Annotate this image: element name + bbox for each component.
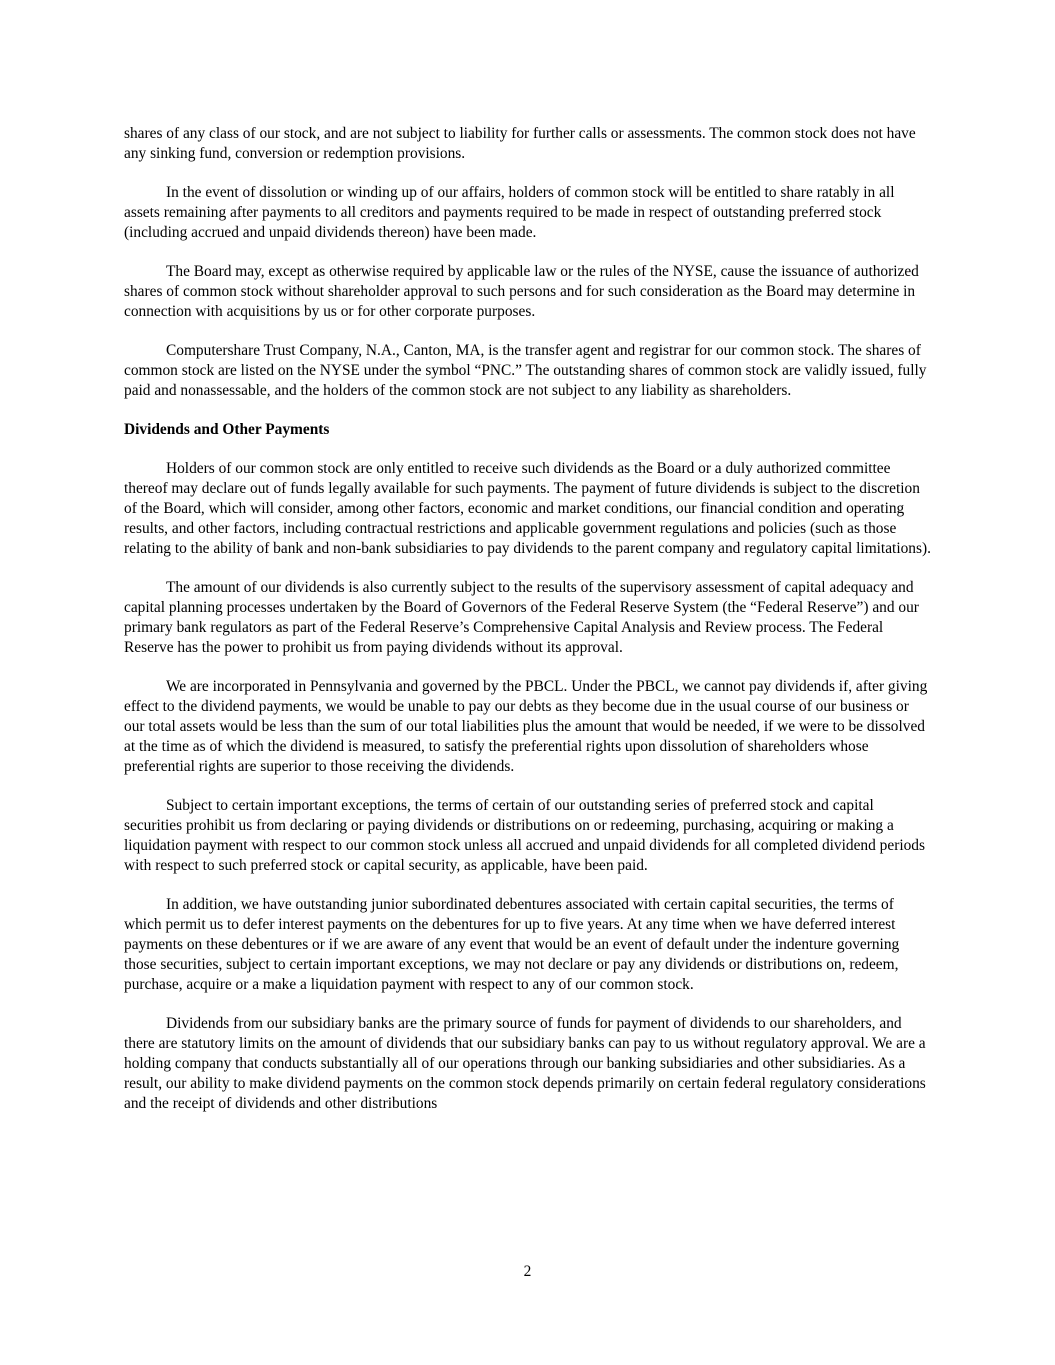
paragraph-transfer-agent: Computershare Trust Company, N.A., Canton, MA, is the transfer agent and registrar for our common stock. The shares of common stock are listed on the NYSE under the symbol “PNC.” The outstanding shares of common stock are validly issued, fully paid and nonassessable, and the holders of the common stock are not subject to any liability as shareholders. [124, 342, 927, 399]
paragraph-continuation: shares of any class of our stock, and are not subject to liability for further calls or assessments. The common stock does not have any sinking fund, conversion or redemption provisions. [124, 125, 916, 162]
paragraph-pbcl: We are incorporated in Pennsylvania and governed by the PBCL. Under the PBCL, we cannot pay dividends if, after giving effect to the dividend payments, we would be unable to pay our debts as they become due in the usual course of our business or our total assets would be less than the sum of our total liabilities plus the amount that would be needed, if we were to be dissolved at the time as of which the dividend is measured, to satisfy the preferential rights upon dissolution of shareholders whose preferential rights are superior to those receiving the dividends. [124, 678, 928, 775]
page-number: 2 [523, 1263, 532, 1280]
paragraph-dissolution: In the event of dissolution or winding up of our affairs, holders of common stock will be entitled to share ratably in all assets remaining after payments to all creditors and payments required to be made in respect of outstanding preferred stock (including accrued and unpaid dividends thereon) have been made. [124, 184, 895, 241]
paragraph-preferred-stock: Subject to certain important exceptions, the terms of certain of our outstanding series of preferred stock and capital securities prohibit us from declaring or paying dividends or distributions on or redeeming, purchasing, acquiring or making a liquidation payment with respect to our common stock unless all accrued and unpaid dividends for all completed dividend periods with respect to such preferred stock or capital security, as applicable, have been paid. [124, 797, 925, 874]
paragraph-federal-reserve: The amount of our dividends is also currently subject to the results of the supervisory assessment of capital adequacy and capital planning processes undertaken by the Board of Governors of the Federal Reserve System (the “Federal Reserve”) and our primary bank regulators as part of the Federal Reserve’s Comprehensive Capital Analysis and Review process. The Federal Reserve has the power to prohibit us from paying dividends without its approval. [124, 579, 919, 656]
paragraph-dividends-entitlement: Holders of our common stock are only entitled to receive such dividends as the Board or a duly authorized committee thereof may declare out of funds legally available for such payments. The payment of future dividends is subject to the discretion of the Board, which will consider, among other factors, economic and market conditions, our financial condition and operating results, and other factors, including contractual restrictions and applicable government regulations and policies (such as those relating to the ability of bank and non-bank subsidiaries to pay dividends to the parent company and regulatory capital limitations). [124, 460, 931, 557]
paragraph-board-issuance: The Board may, except as otherwise required by applicable law or the rules of the NYSE, cause the issuance of authorized shares of common stock without shareholder approval to such persons and for such consideration as the Board may determine in connection with acquisitions by us or for other corporate purposes. [124, 263, 919, 320]
paragraph-debentures: In addition, we have outstanding junior subordinated debentures associated with certain capital securities, the terms of which permit us to defer interest payments on the debentures for up to five years. At any time when we have deferred interest payments on these debentures or if we are aware of any event that would be an event of default under the indenture governing those securities, subject to certain important exceptions, we may not declare or pay any dividends or distributions on, redeem, purchase, acquire or a make a liquidation payment with respect to any of our common stock. [124, 896, 900, 993]
section-heading: Dividends and Other Payments [124, 421, 330, 438]
paragraph-subsidiary-banks: Dividends from our subsidiary banks are the primary source of funds for payment of dividends to our shareholders, and there are statutory limits on the amount of dividends that our subsidiary banks can pay to us without regulatory approval. We are a holding company that conducts substantially all of our operations through our banking subsidiaries and other subsidiaries. As a result, our ability to make dividend payments on the common stock depends primarily on certain federal regulatory considerations and the receipt of dividends and other distributions [124, 1015, 926, 1112]
document-page [124, 124, 931, 1133]
